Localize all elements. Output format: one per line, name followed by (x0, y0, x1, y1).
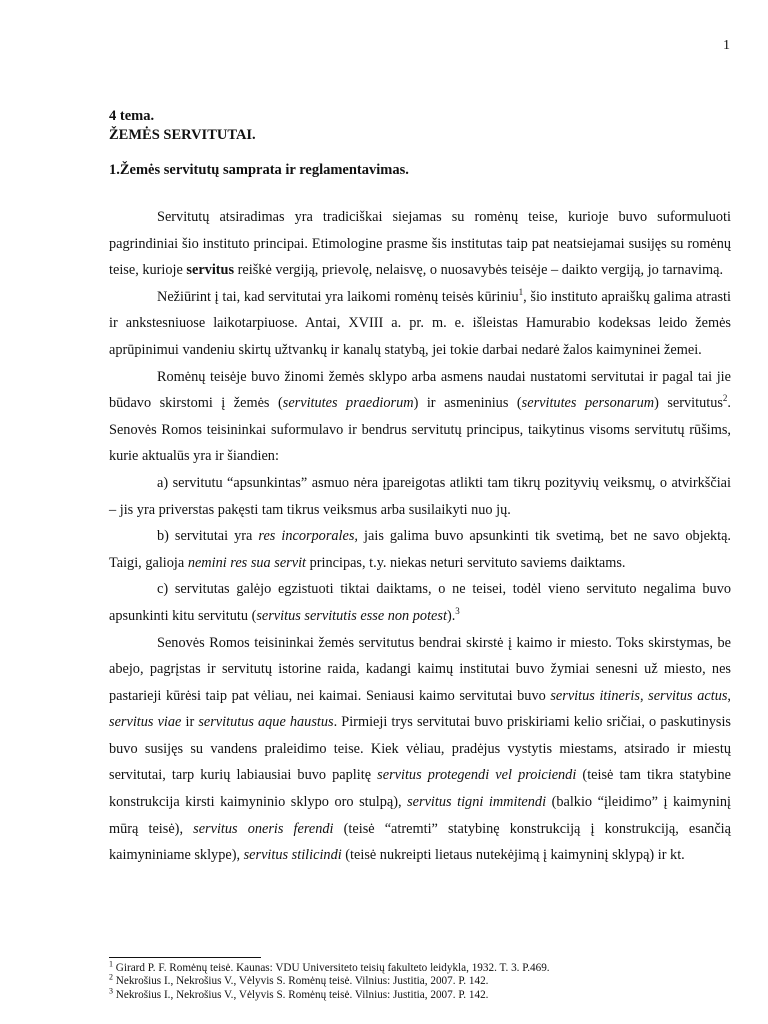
paragraph-5: b) servitutai yra res incorporales, jais galima buvo apsunkinti tik svetimą, bet ne savo objektą. Taigi, galioja nemini res sua servit principas, t.y. niekas neturi servituto saviems daiktams. (109, 528, 731, 571)
footnote: $^1$ Girard P. F. Romėnų teisė. Kaunas: VDU Universiteto teisių fakulteto leidykla, 1932. T. 3. P.469. (109, 959, 550, 974)
paragraph-7: Senovės Romos teisininkai žemės servitutus bendrai skirstė į kaimo ir miesto. Toks skirstymas, be abejo, pagrįstas ir servitutų istorine raida, kadangi kaimų institutai buvo žymiai senesni už miesto, nes pastarieji kūrėsi taip pat vėliau, nei kaimai. Seniausi kaimo servitutai buvo servitus itineris, servitus actus, servitus viae ir servitutus aque haustus. Pirmieji trys servitutai buvo priskiriami kelio sričiai, o paskutinysis buvo susijęs su vandens praleidimo teise. Kiek vėliau, pradėjus vystytis miestams, atsirado ir miestų servitutai, tarp kurių labiausiai buvo paplitę servitus protegendi vel proiciendi (teisė tam tikra statybine konstrukcija kirsti kaimyninio sklypo oro stulpą), servitus tigni immitendi (balkio “įleidimo” į kaimyninį mūrą teisė), servitus oneris ferendi (teisė “atremti” statybinę konstrukciją į konstrukciją, esančią kaimyniniame sklype), servitus stilicindi (teisė nukreipti lietaus nutekėjimą į kaimyninį sklypą) ir kt. (109, 634, 731, 864)
paragraph-6: c) servitutas galėjo egzistuoti tiktai daiktams, o ne teisei, todėl vieno servituto negalima buvo apsunkinti kitu servitutu (servitus servitutis esse non potest).$^3$ (109, 581, 731, 624)
document-title: ŽEMĖS SERVITUTAI. (109, 127, 256, 143)
paragraph-4: a) servitutu “apsunkintas” asmuo nėra įpareigotas atlikti tam tikrų pozityvių veiksmų, o atvirkščiai – jis yra priverstas pakęsti tam tikrus veiksmus arba susilaikyti nuo jų. (109, 474, 731, 518)
footnote-ref-2: 2 (722, 393, 728, 404)
paragraph-1: Servitutų atsiradimas yra tradiciškai siejamas su romėnų teise, kurioje buvo suformuluoti pagrindiniai šio instituto principai. Etimologine prasme šis institutas taip pat neatsiejamai susijęs su romėnų teise, kurioje servitus reiškė vergiją, prievolę, nelaisvę, o nuosavybės teisėje – daikto vergiją, jo tarnavimą. (109, 209, 731, 279)
topic-heading: 4 tema. (109, 108, 155, 124)
footnote: $^3$ Nekrošius I., Nekrošius V., Vėlyvis S. Romėnų teisė. Vilnius: Justitia, 2007. P. 142. (109, 986, 489, 1001)
footnote: $^2$ Nekrošius I., Nekrošius V., Vėlyvis S. Romėnų teisė. Vilnius: Justitia, 2007. P. 142. (109, 972, 489, 988)
document-body (109, 204, 731, 869)
page-number: 1 (723, 38, 730, 53)
footnote-ref-3: 3 (455, 606, 460, 617)
paragraph-2: Nežiūrint į tai, kad servitutai yra laikomi romėnų teisės kūriniu$^1$, šio instituto apraiškų galima atrasti ir ankstesniuose laikotarpiuose. Antai, XVIII a. pr. m. e. išleistas Hamurabio kodeksas leido žemės aprūpinimui vandeniu skirtų užtvankų ir kanalų statybą, jei tokie darbai nedarė žalos kaimyninei žemei. (109, 287, 731, 358)
footnote-ref-1: 1 (518, 287, 524, 298)
footnotes (109, 959, 749, 1002)
paragraph-3: Romėnų teisėje buvo žinomi žemės sklypo arba asmens naudai nustatomi servitutai ir pagal tai jie būdavo skirstomi į žemės (servitutes praediorum) ir asmeninius (servitutes personarum) servitutus$^2$. Senovės Romos teisininkai suformulavo ir bendrus servitutų principus, taikytinus visoms servitutų rūšims, kurie aktualūs yra ir šiandien: (109, 368, 731, 465)
footnote-separator (109, 957, 261, 958)
term-servitus: servitus (186, 262, 235, 279)
section-heading: 1.Žemės servitutų samprata ir reglamentavimas. (109, 162, 409, 178)
